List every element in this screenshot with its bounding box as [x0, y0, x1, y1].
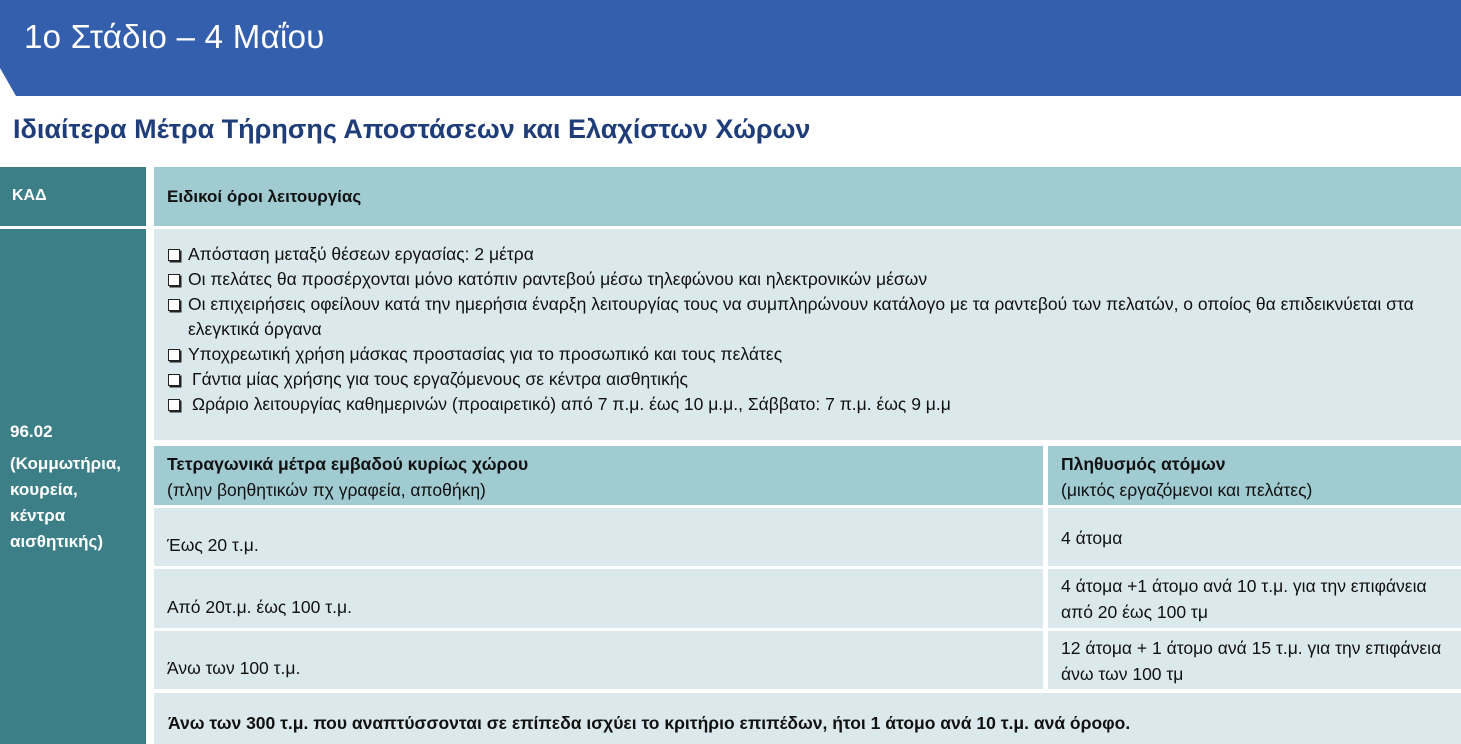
- checkbox-bullet-icon: [168, 399, 180, 411]
- footer-note: Άνω των 300 τ.μ. που αναπτύσσονται σε επίπεδα ισχύει το κριτήριο επιπέδων, ήτοι 1 άτομο ανά 10 τ.μ. ανά όροφο.: [154, 693, 1461, 744]
- kad-description-line: (Κομμωτήρια,: [10, 454, 122, 473]
- checkbox-bullet-icon: [168, 249, 180, 261]
- kad-description-line: κέντρα: [10, 506, 66, 525]
- area-cell: Άνω των 100 τ.μ.: [154, 631, 1043, 689]
- condition-item: Ωράριο λειτουργίας καθημερινών (προαιρετικό) από 7 π.μ. έως 10 μ.μ., Σάββατο: 7 π.μ. έως 9 μ.μ: [168, 392, 1449, 417]
- conditions-list: [154, 229, 1461, 440]
- slide-title: 1ο Στάδιο – 4 Μαΐου: [24, 18, 325, 55]
- condition-item: Απόσταση μεταξύ θέσεων εργασίας: 2 μέτρα: [168, 242, 1449, 267]
- condition-item: Υποχρεωτική χρήση μάσκας προστασίας για το προσωπικό και τους πελάτες: [168, 342, 1449, 367]
- area-column-header: Τετραγωνικά μέτρα εμβαδού κυρίως χώρου (πλην βοηθητικών πχ γραφεία, αποθήκη): [154, 446, 1043, 505]
- area-cell: Έως 20 τ.μ.: [154, 508, 1043, 566]
- kad-code: 96.02: [10, 422, 53, 441]
- kad-description-line: κουρεία,: [10, 480, 78, 499]
- area-cell: Από 20τ.μ. έως 100 τ.μ.: [154, 569, 1043, 628]
- people-cell: 12 άτομα + 1 άτομο ανά 15 τ.μ. για την επιφάνεια άνω των 100 τμ: [1048, 631, 1461, 689]
- checkbox-bullet-icon: [168, 299, 180, 311]
- slide-title-banner: [0, 0, 1461, 96]
- people-column-header: Πληθυσμός ατόμων (μικτός εργαζόμενοι και πελάτες): [1048, 446, 1461, 505]
- checkbox-bullet-icon: [168, 349, 180, 361]
- condition-item: Γάντια μίας χρήσης για τους εργαζόμενους σε κέντρα αισθητικής: [168, 367, 1449, 392]
- kad-description-line: αισθητικής): [10, 532, 104, 551]
- condition-item: Οι επιχειρήσεις οφείλουν κατά την ημερήσια έναρξη λειτουργίας τους να συμπληρώνουν κατάλογο με τα ραντεβού των πελατών, ο οποίος θα επιδεικνύεται στα ελεγκτικά όργανα: [168, 292, 1449, 342]
- people-cell: 4 άτομα +1 άτομο ανά 10 τ.μ. για την επιφάνεια από 20 έως 100 τμ: [1048, 569, 1461, 628]
- people-cell: 4 άτομα: [1048, 508, 1461, 566]
- conditions-column-header: Ειδικοί όροι λειτουργίας: [154, 167, 1461, 226]
- checkbox-bullet-icon: [168, 274, 180, 286]
- condition-item: Οι πελάτες θα προσέρχονται μόνο κατόπιν ραντεβού μέσω τηλεφώνου και ηλεκτρονικών μέσων: [168, 267, 1449, 292]
- checkbox-bullet-icon: [168, 374, 180, 386]
- kad-cell: [0, 229, 146, 744]
- kad-column-header: ΚΑΔ: [0, 167, 146, 226]
- section-heading: Ιδιαίτερα Μέτρα Τήρησης Αποστάσεων και Ελαχίστων Χώρων: [13, 114, 811, 144]
